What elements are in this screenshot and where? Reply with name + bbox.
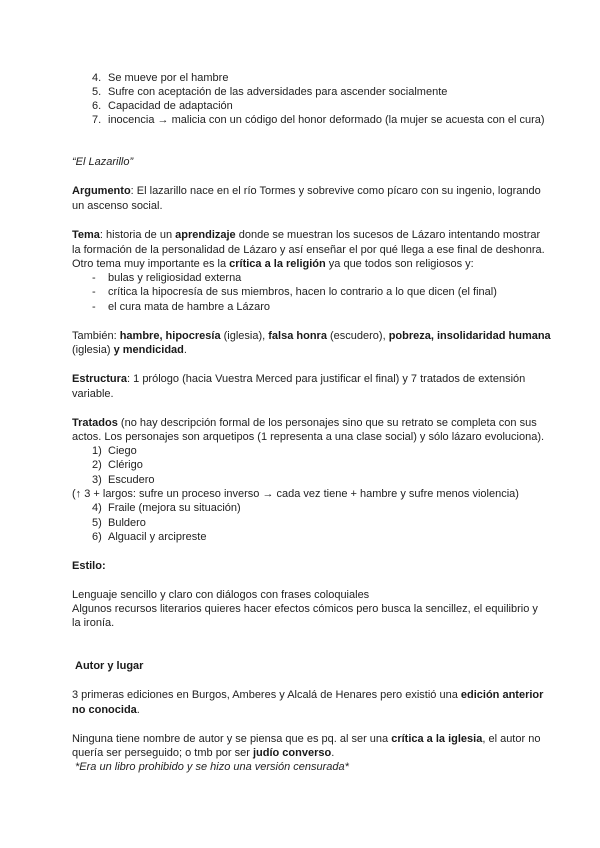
- list-number: 6.: [92, 100, 102, 112]
- list-text: inocencia → malicia con un código del honor deformado (la mujer se acuesta con el cura): [108, 114, 545, 126]
- estilo-line-2: Algunos recursos literarios quieres hacer efectos cómicos pero busca la sencillez, el equilibrio y: [72, 603, 538, 615]
- estilo-heading: Estilo:: [72, 560, 106, 572]
- list-text: Capacidad de adaptación: [108, 100, 233, 112]
- bullet-item: - bulas y religiosidad externa: [92, 272, 242, 284]
- list-text: Sufre con aceptación de las adversidades para ascender socialmente: [108, 86, 448, 98]
- list-number: 7.: [92, 114, 102, 126]
- autor-line-2: no conocida.: [72, 704, 140, 716]
- bullet-item: - crítica la hipocresía de sus miembros, hacen lo contrario a lo que dicen (el final): [92, 286, 497, 298]
- tratados-label: Tratados: [72, 417, 118, 429]
- autor-line-4: quería ser perseguido; o tmb por ser judío converso.: [72, 747, 335, 759]
- estructura-label: Estructura: [72, 373, 128, 385]
- tambien-line-2: (iglesia) y mendicidad.: [72, 344, 187, 356]
- tema-line-3: Otro tema muy importante es la crítica a la religión ya que todos son religiosos y:: [72, 258, 474, 270]
- autor-line-1: 3 primeras ediciones en Burgos, Amberes y Alcalá de Henares pero existió una edición anterior: [72, 689, 544, 701]
- tratado-item: 2) Clérigo: [92, 459, 143, 471]
- tratados-note: (↑ 3 + largos: sufre un proceso inverso → cada vez tiene + hambre y sufre menos violencia): [72, 488, 519, 500]
- section-title: “El Lazarillo”: [72, 156, 134, 168]
- list-item: [92, 71, 228, 85]
- tratado-item: 6) Alguacil y arcipreste: [92, 531, 207, 543]
- tema-line-2: la formación de la personalidad de Lázaro y así enseñar el por qué llega a ese final de deshonra.: [72, 244, 545, 256]
- tratado-item: 5) Buldero: [92, 517, 146, 529]
- tambien-line-1: También: hambre, hipocresía (iglesia), falsa honra (escudero), pobreza, insolidaridad humana: [72, 330, 551, 342]
- estilo-line-1: Lenguaje sencillo y claro con diálogos con frases coloquiales: [72, 589, 370, 601]
- argumento-line-2: un ascenso social.: [72, 200, 163, 212]
- tratado-item: 3) Escudero: [92, 474, 155, 486]
- list-number: 4.: [92, 72, 102, 84]
- tratados-line-1: Tratados (no hay descripción formal de los personajes sino que su retrato se completa con sus: [72, 417, 537, 429]
- list-text: Se mueve por el hambre: [108, 72, 229, 84]
- estilo-line-3: la ironía.: [72, 617, 115, 629]
- tema-label: Tema: [72, 229, 100, 241]
- estructura-line-2: variable.: [72, 388, 114, 400]
- bullet-item: - el cura mata de hambre a Lázaro: [92, 301, 271, 313]
- list-item: [92, 113, 545, 127]
- estructura-line-1: Estructura: 1 prólogo (hacia Vuestra Merced para justificar el final) y 7 tratados de extensión: [72, 373, 526, 385]
- tratado-item: 4) Fraile (mejora su situación): [92, 502, 241, 514]
- list-item: [92, 85, 447, 99]
- tema-line-1: Tema: historia de un aprendizaje donde se muestran los sucesos de Lázaro intentando mostrar: [72, 229, 541, 241]
- list-number: 5.: [92, 86, 102, 98]
- autor-heading: Autor y lugar: [75, 660, 144, 672]
- argumento-line-1: Argumento: El lazarillo nace en el río Tormes y sobrevive como pícaro con su ingenio, logrando: [72, 185, 541, 197]
- autor-note: *Era un libro prohibido y se hizo una versión censurada*: [75, 761, 349, 773]
- list-item: [92, 99, 233, 113]
- argumento-label: Argumento: [72, 185, 131, 197]
- autor-line-3: Ninguna tiene nombre de autor y se piensa que es pq. al ser una crítica a la iglesia, el autor no: [72, 733, 541, 745]
- tratado-item: 1) Ciego: [92, 445, 137, 457]
- tratados-line-2: actos. Los personajes son arquetipos (1 representa a una clase social) y sólo lázaro evoluciona).: [72, 431, 545, 443]
